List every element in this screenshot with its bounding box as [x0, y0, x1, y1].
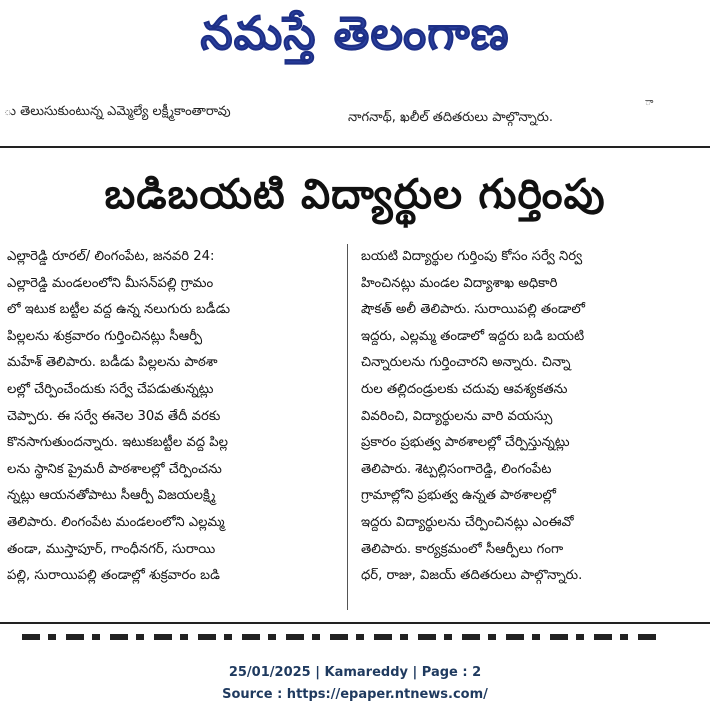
article-line: చిన్నారులను గుర్తించారని అన్నారు. చిన్నా — [361, 355, 571, 371]
divider-top — [0, 146, 710, 148]
article-column-left — [7, 244, 324, 590]
article-line: న్నట్లు ఆయనతోపాటు సీఆర్పీ విజయలక్ష్మి — [7, 488, 216, 504]
article-line: షౌకత్‌ అలీ తెలిపారు. సురాయిపల్లి తండాలో — [361, 302, 585, 318]
previous-article-caption: ు తెలుసుకుంటున్న ఎమ్మెల్యే లక్ష్మీకాంతారావు — [4, 104, 231, 119]
article-line: గ్రామాల్లోని ప్రభుత్వ ఉన్నత పాఠశాలల్లో — [361, 488, 556, 504]
article-line: ధర్‌, రాజు, విజయ్‌ తదితరులు పాల్గొన్నారు. — [361, 568, 583, 584]
divider-bottom — [0, 622, 710, 624]
article-line: బయటి విద్యార్థుల గుర్తింపు కోసం సర్వే నిర్వ — [361, 249, 583, 264]
article-line: రుల తల్లిదండ్రులకు చదువు ఆవశ్యకతను — [361, 381, 568, 397]
article-line: ఇద్దరు, ఎల్లమ్మ తండాలో ఇద్దరు బడి బయటి — [361, 328, 585, 344]
article-line: పల్లి, సురాయిపల్లి తండాల్లో శుక్రవారం బడి — [7, 568, 220, 584]
article-line: ప్రకారం ప్రభుత్వ పాఠశాలల్లో చేర్పిస్తున్నట్లు — [361, 435, 570, 451]
article-line: ఇద్దరు విద్యార్థులను చేర్పించినట్లు ఎంఈవో — [361, 514, 574, 530]
article-line: వివరించి, విద్యార్థులను వారి వయస్సు — [361, 408, 553, 424]
column-divider — [347, 244, 348, 610]
article-line: చెప్పారు. ఈ సర్వే ఈనెల 30వ తేదీ వరకు — [7, 408, 221, 424]
masthead-title: నమస్తే తెలంగాణ — [200, 6, 510, 60]
article-line: ఎల్లారెడ్డి మండలంలోని మీసన్‌పల్లి గ్రామం — [7, 275, 214, 291]
article-line: తెలిపారు. శెట్పల్లిసంగారెడ్డి, లింగంపేట — [361, 461, 552, 477]
article-headline: బడిబయటి విద్యార్థుల గుర్తింపు — [104, 170, 606, 218]
footer-date-edition: 25/01/2025 | Kamareddy | Page : 2 — [228, 665, 482, 680]
article-line: మహేశ్‌ తెలిపారు. బడీడు పిల్లలను పాఠశా — [7, 355, 218, 371]
footer-source: Source : https://epaper.ntnews.com/ — [222, 687, 488, 702]
next-headline-cutoff — [0, 634, 710, 646]
article-line: తండా, ముస్తాపూర్‌, గాంధీనగర్‌, సురాయి — [7, 541, 216, 557]
article-line: హించినట్లు మండల విద్యాశాఖ అధికారి — [361, 275, 558, 291]
article-line: తెలిపారు. కార్యక్రమంలో సీఆర్పీలు గంగా — [361, 541, 564, 557]
article-line: తెలిపారు. లింగంపేట మండలంలోని ఎల్లమ్మ — [7, 514, 225, 530]
article-line: ఎల్లారెడ్డి రూరల్‌/ లింగంపేట, జనవరి 24: — [7, 249, 215, 264]
article-line: లను స్థానిక ప్రైమరీ పాఠశాలల్లో చేర్పించను — [7, 461, 222, 477]
stray-glyph: ా — [645, 97, 654, 108]
article-line: లల్లో చేర్పించేందుకు సర్వే చేపడుతున్నట్లు — [7, 381, 214, 397]
article-line: లో ఇటుక బట్టీల వద్ద ఉన్న నలుగురు బడీడు — [7, 302, 231, 318]
article-line: పిల్లలను శుక్రవారం గుర్తించినట్లు సీఆర్పీ — [7, 328, 203, 344]
article-column-right — [361, 244, 678, 590]
masthead-logo — [0, 0, 710, 80]
article-line: కొనసాగుతుందన్నారు. ఇటుకబట్టీల వద్ద పిల్ల — [7, 435, 229, 451]
previous-article-tail: నాగనాథ్‌, ఖలీల్‌ తదితరులు పాల్గొన్నారు. — [348, 110, 554, 125]
